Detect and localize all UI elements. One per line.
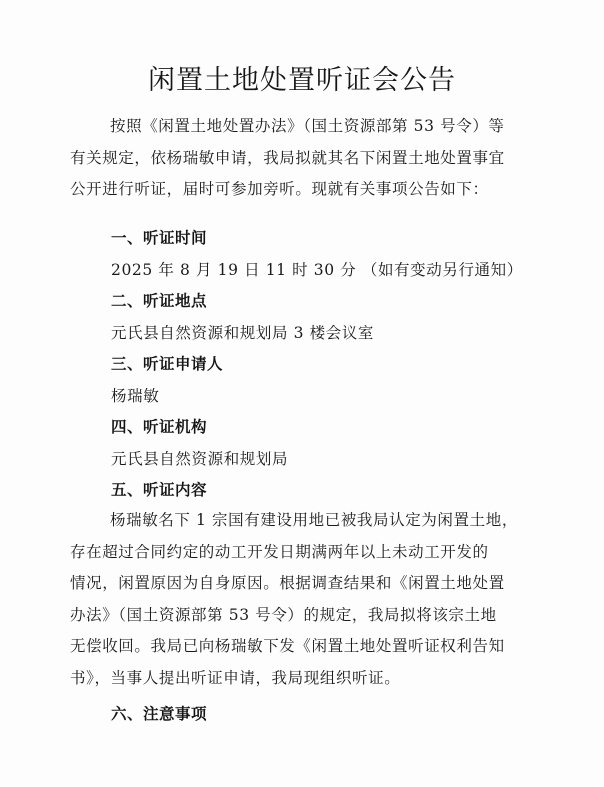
- intro-line: 公开进行听证，届时可参加旁听。现就有关事项公告如下：: [70, 180, 489, 198]
- section-heading-notes: 六、注意事项: [111, 705, 208, 723]
- section-heading-content: 五、听证内容: [111, 481, 208, 499]
- section-heading-location: 二、听证地点: [111, 292, 208, 310]
- section-heading-applicant: 三、听证申请人: [111, 355, 224, 373]
- hearing-organization: 元氏县自然资源和规划局: [111, 450, 289, 468]
- hearing-content-paragraph: [70, 505, 530, 694]
- section-heading-organization: 四、听证机构: [111, 418, 208, 436]
- content-line: 书》，当事人提出听证申请，我局现组织听证。: [70, 668, 401, 687]
- intro-line: 有关规定，依杨瑞敏申请，我局拟就其名下闲置土地处置事宜: [70, 148, 505, 167]
- hearing-location: 元氏县自然资源和规划局 3 楼会议室: [111, 324, 375, 342]
- content-line: 无偿收回。我局已向杨瑞敏下发《闲置土地处置听证权利告知: [70, 637, 505, 655]
- content-line: 办法》（国土资源部第 53 号令）的规定，我局拟将该宗土地: [70, 605, 497, 624]
- content-line: 情况，闲置原因为自身原因。根据调查结果和《闲置土地处置: [70, 574, 505, 592]
- content-line: 存在超过合同约定的动工开发日期满两年以上未动工开发的: [70, 542, 489, 561]
- content-line: 杨瑞敏名下 1 宗国有建设用地已被我局认定为闲置土地，: [110, 511, 518, 529]
- document-title: 闲置土地处置听证会公告: [148, 65, 456, 96]
- hearing-applicant: 杨瑞敏: [111, 387, 160, 405]
- hearing-time: 2025 年 8 月 19 日 11 时 30 分 （如有变动另行通知）: [111, 261, 523, 279]
- intro-line: 按照《闲置土地处置办法》（国土资源部第 53 号令）等: [110, 117, 505, 135]
- section-heading-time: 一、听证时间: [111, 229, 208, 247]
- intro-paragraph: [70, 111, 530, 206]
